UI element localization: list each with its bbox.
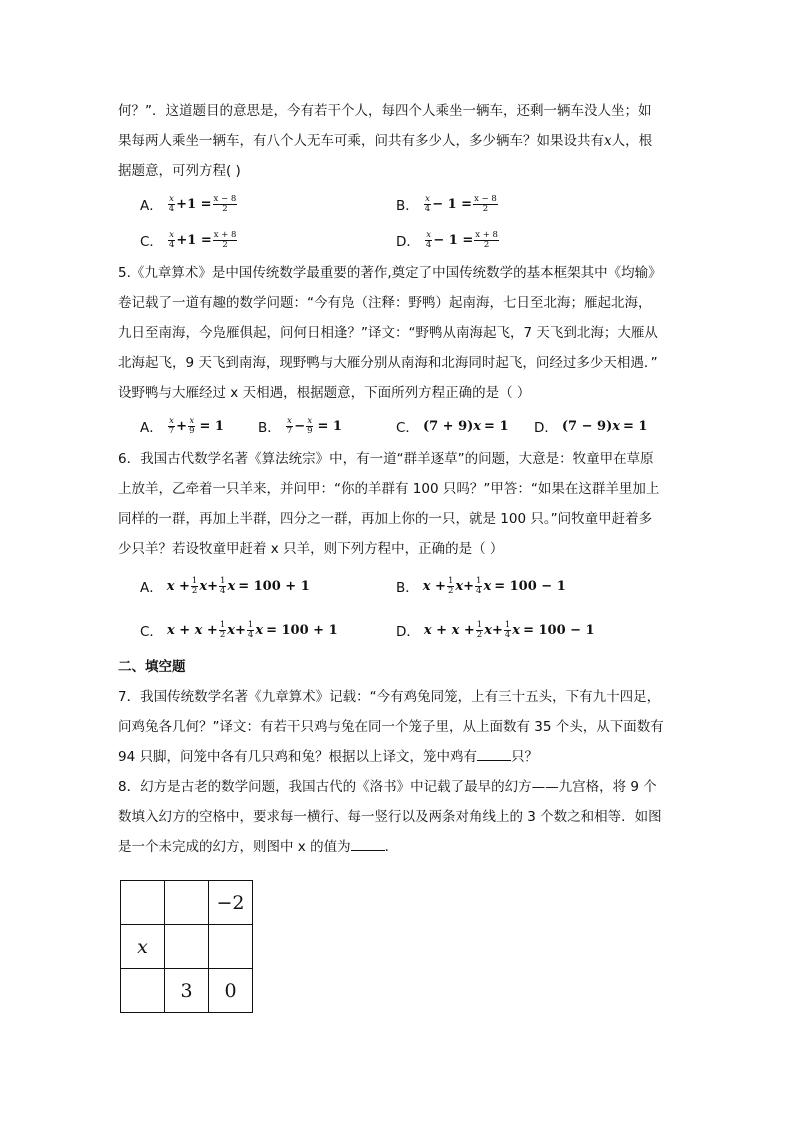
q5-line-1: 5.《九章算术》是中国传统数学最重要的著作,奠定了中国传统数学的基本框架其中《均输》	[118, 265, 662, 281]
q5-option-b[interactable]: B． $\frac{x}{7}$ − $\frac{x}{9}$ = 1	[258, 415, 342, 436]
question-5	[118, 258, 678, 408]
q5-line-2: 卷记载了一道有趣的数学问题：“今有凫（注释：野鸭）起南海，七日至北海；雁起北海，	[118, 295, 652, 311]
magic-square-row	[121, 881, 253, 925]
page-content	[118, 96, 678, 1013]
q7-line-3: 94 只脚，问笼中各有几只鸡和兔？根据以上译文，笼中鸡有 只？	[118, 742, 678, 772]
q4-line-3: 据题意，可列方程( )	[118, 163, 241, 179]
q4-line-1: 何？”．这道题目的意思是，今有若干个人，每四个人乘坐一辆车，还剩一辆车没人坐；如	[118, 103, 652, 119]
q5-option-a[interactable]: A． $\frac{x}{7}$ + $\frac{x}{9}$ = 1	[140, 415, 224, 436]
q6-line-4: 少只羊？若设牧童甲赶着 x 只羊，则下列方程中，正确的是（ ）	[118, 541, 504, 557]
question-7	[118, 682, 678, 772]
q5-line-4: 北海起飞，9 天飞到南海，现野鸭与大雁分别从南海和北海同时起飞，问经过多少天相遇．”	[118, 355, 658, 371]
q6-options-row-1	[118, 564, 678, 608]
q4-option-d[interactable]: D． $\frac{x}{4}$ − 1 = $\frac{x + 8}{2}$	[396, 229, 498, 250]
magic-square-cell: 0	[209, 969, 253, 1013]
magic-square-row	[121, 969, 253, 1013]
q6-option-b[interactable]: B． x + $\frac{1}{2}$ x + $\frac{1}{4}$ x = 100 − 1	[396, 575, 566, 596]
q5-line-3: 九日至南海，今凫雁俱起，问何日相逢？”译文：“野鸭从南海起飞，7 天飞到北海；大雁从	[118, 325, 658, 341]
magic-square-cell	[121, 969, 165, 1013]
q4-option-c[interactable]: C． $\frac{x}{4}$ +1 = $\frac{x + 8}{2}$	[140, 229, 237, 250]
q6-line-3: 同样的一群，再加上半群，四分之一群，再加上你的一只，就是 100 只。”问牧童甲赶着多	[118, 511, 653, 527]
q4-options-row-1	[118, 186, 678, 222]
q6-options-row-2	[118, 608, 678, 652]
q8-line-1: 8．幻方是古老的数学问题，我国古代的《洛书》中记载了最早的幻方——九宫格，将 9 个	[118, 779, 657, 795]
q6-line-1: 6．我国古代数学名著《算法统宗》中，有一道“群羊逐草”的问题，大意是：牧童甲在草原	[118, 451, 654, 467]
q7-line-2: 问鸡兔各几何？”译文：有若干只鸡与兔在同一个笼子里，从上面数有 35 个头，从下面数有	[118, 719, 664, 735]
q6-line-2: 上放羊，乙牵着一只羊来，并问甲：“你的羊群有 100 只吗？”甲答：“如果在这群羊里加上	[118, 481, 660, 497]
q5-options-row	[118, 408, 678, 444]
q8-line-2: 数填入幻方的空格中，要求每一横行、每一竖行以及两条对角线上的 3 个数之和相等．如图	[118, 809, 662, 825]
magic-square-cell: −2	[209, 881, 253, 925]
q4-line-2: 果每两人乘坐一辆车，有八个人无车可乘，问共有多少人，多少辆车？如果设共有x人，根	[118, 133, 653, 149]
q4-options-row-2	[118, 222, 678, 258]
q6-option-c[interactable]: C． x + x + $\frac{1}{2}$ x + $\frac{1}{4}$ x = 100 + 1	[140, 619, 338, 640]
magic-square-cell	[165, 925, 209, 969]
q7-line-1: 7．我国传统数学名著《九章算术》记载：“今有鸡兔同笼，上有三十五头，下有九十四足，	[118, 689, 661, 705]
q5-option-c[interactable]: C． (7 + 9) x = 1	[396, 418, 509, 436]
q4-option-b[interactable]: B． $\frac{x}{4}$ − 1 = $\frac{x - 8}{2}$	[396, 193, 497, 214]
section-fill-in-blank-heading: 二、填空题	[118, 659, 186, 675]
q5-line-5: 设野鸭与大雁经过 x 天相遇，根据题意，下面所列方程正确的是（ ）	[118, 385, 531, 401]
q6-option-d[interactable]: D． x + x + $\frac{1}{2}$ x + $\frac{1}{4}$ x = 100 − 1	[396, 619, 595, 640]
question-8	[118, 772, 678, 862]
q6-option-a[interactable]: A． x + $\frac{1}{2}$ x + $\frac{1}{4}$ x = 100 + 1	[140, 575, 310, 596]
q8-line-3: 是一个未完成的幻方，则图中 x 的值为 ．	[118, 832, 678, 862]
magic-square-cell	[121, 881, 165, 925]
magic-square-row	[121, 925, 253, 969]
magic-square-cell	[165, 881, 209, 925]
magic-square-cell	[209, 925, 253, 969]
q8-answer-blank[interactable]	[351, 836, 385, 851]
magic-square-grid	[120, 880, 253, 1013]
magic-square-cell: 3	[165, 969, 209, 1013]
magic-square-cell: x	[121, 925, 165, 969]
question-4	[118, 96, 678, 186]
q4-var: x	[604, 133, 612, 149]
q5-option-d[interactable]: D． (7 − 9) x = 1	[534, 418, 648, 436]
q7-answer-blank[interactable]	[477, 746, 511, 761]
q4-option-a[interactable]: A． $\frac{x}{4}$ +1 = $\frac{x - 8}{2}$	[140, 193, 237, 214]
question-6	[118, 444, 678, 564]
